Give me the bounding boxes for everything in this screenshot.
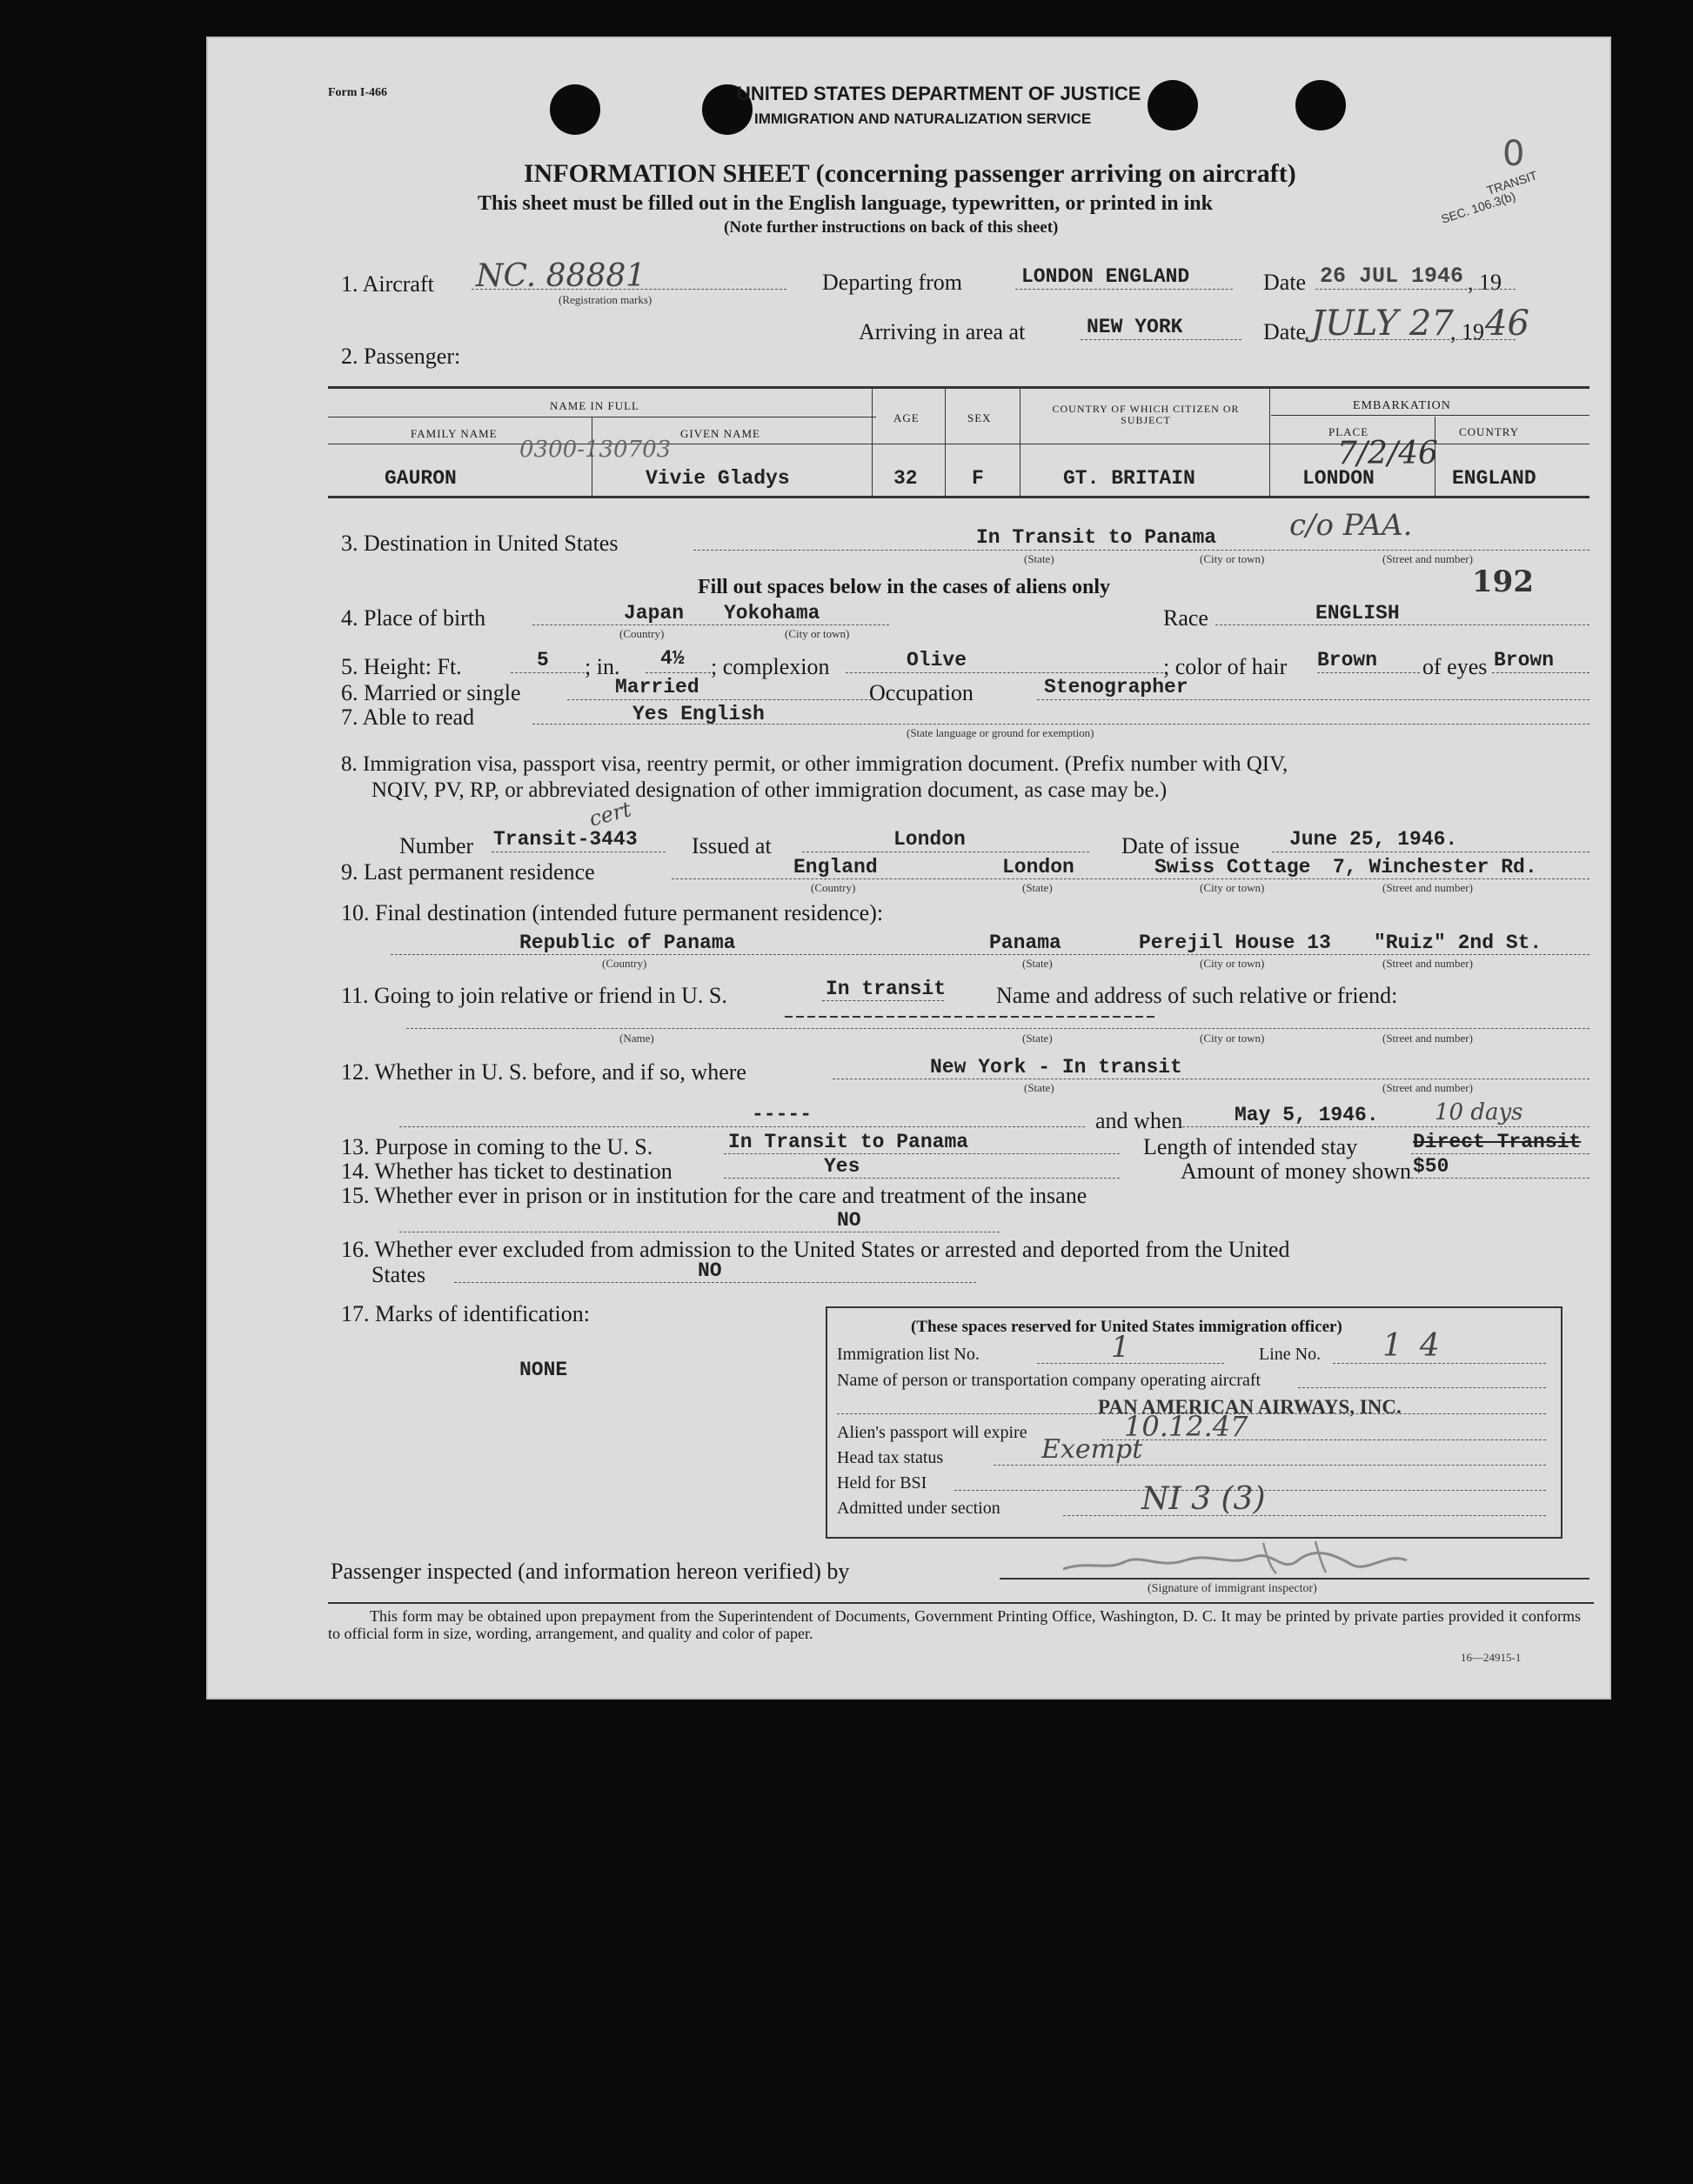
birth-city-caption: (City or town) [785,627,850,640]
destination-care-of[interactable]: c/o PAA. [1289,508,1413,543]
aircraft-registration[interactable]: NC. 88881 [476,258,646,294]
hair-value[interactable]: Brown [1317,649,1378,671]
form-number: Form I-466 [328,86,388,99]
stay-line [1411,1153,1589,1154]
agency-name: UNITED STATES DEPARTMENT OF JUSTICE [737,83,1141,104]
relative-state-caption: (State) [1022,1032,1053,1045]
header-sex: SEX [967,411,992,424]
stay-days-annotation: 10 days [1435,1099,1523,1125]
signature-caption: (Signature of immigrant inspector) [1148,1582,1317,1595]
ticket-label: 14. Whether has ticket to destination [341,1159,673,1184]
residence-line [672,878,1589,879]
immigration-list-line [1037,1363,1224,1364]
cert-annotation: cert [586,797,634,832]
destination-line [693,550,1589,551]
previous-visit-state-caption: (State) [1024,1081,1054,1094]
identification-value[interactable]: NONE [519,1359,568,1381]
purpose-label: 13. Purpose in coming to the U. S. [341,1134,653,1159]
departing-label: Departing from [822,270,963,295]
header-embarkation: EMBARKATION [1353,399,1451,412]
height-in-line [646,672,711,673]
complexion-label: ; complexion [711,654,830,679]
previous-visit-value[interactable]: New York - In transit [930,1056,1182,1079]
punch-hole [1148,80,1198,130]
final-destination-line [391,954,1589,955]
sec-stamp-text: SEC. 106.3(b) [1439,189,1517,227]
race-label: Race [1163,605,1208,631]
eyes-line [1492,672,1589,673]
residence-country[interactable]: England [793,856,878,878]
header-family-name: FAMILY NAME [411,427,498,440]
race-value[interactable]: ENGLISH [1315,602,1400,624]
residence-street-caption: (Street and number) [1382,881,1473,894]
passport-expire-value[interactable]: 10.12.47 [1124,1410,1248,1443]
passport-expire-line [1102,1439,1546,1440]
residence-state[interactable]: London [1002,856,1074,878]
previous-visit-street-caption: (Street and number) [1382,1081,1473,1094]
previous-visit-dashes: ----- [752,1103,813,1125]
table-col-rule [872,386,873,497]
aliens-note: Fill out spaces below in the cases of aliens only [698,576,1111,598]
stay-label: Length of intended stay [1143,1134,1358,1159]
arriving-label: Arriving in area at [859,319,1026,344]
header-country-citizen: COUNTRY OF WHICH CITIZEN OR SUBJECT [1052,403,1240,427]
final-destination-label: 10. Final destination (intended future permanent residence): [341,900,884,925]
given-name-value[interactable]: Vivie Gladys [646,467,790,490]
birthplace-label: 4. Place of birth [341,605,486,631]
citizenship-value[interactable]: GT. BRITAIN [1063,467,1195,490]
height-ft-line [511,672,585,673]
marital-label: 6. Married or single [341,680,521,705]
prison-label: 15. Whether ever in prison or in institution for the care and treatment of the insane [341,1183,1087,1208]
sex-value[interactable]: F [972,467,984,490]
when-value[interactable]: May 5, 1946. [1235,1104,1379,1126]
header-name-in-full: NAME IN FULL [550,399,639,412]
occupation-label: Occupation [869,680,974,705]
final-state-caption: (State) [1022,957,1053,970]
visa-text-line2: NQIV, PV, RP, or abbreviated designation of other immigration document, as case may be.) [371,778,1168,802]
occupation-line [1037,699,1589,700]
residence-street[interactable]: 7, Winchester Rd. [1333,856,1537,878]
join-relative-label: 11. Going to join relative or friend in U. S. [341,983,727,1008]
issued-at-value[interactable]: London [893,828,966,851]
issue-date-value[interactable]: June 25, 1946. [1289,828,1458,851]
reference-number: 0300-130703 [519,437,672,463]
hair-line [1317,672,1420,673]
relative-city-caption: (City or town) [1200,1032,1265,1045]
prison-value[interactable]: NO [837,1209,861,1232]
final-street[interactable]: "Ruiz" 2nd St. [1374,932,1542,954]
read-line [532,724,1589,725]
visa-number-label: Number [399,833,474,858]
header-age: AGE [893,411,920,424]
eyes-value[interactable]: Brown [1494,649,1555,671]
departure-date[interactable]: 26 JUL 1946 [1320,264,1464,289]
previous-visit-label: 12. Whether in U. S. before, and if so, where [341,1059,746,1085]
passport-expire-label: Alien's passport will expire [837,1423,1027,1442]
age-value[interactable]: 32 [893,467,918,490]
when-line [1182,1126,1589,1127]
header-given-name: GIVEN NAME [680,427,760,440]
destination-label: 3. Destination in United States [341,531,619,556]
final-country[interactable]: Republic of Panama [519,932,736,954]
read-caption: (State language or ground for exemption) [907,726,1094,739]
when-label: and when [1095,1108,1183,1133]
table-col-rule [1269,386,1270,497]
ticket-value[interactable]: Yes [824,1155,860,1178]
marital-value[interactable]: Married [615,676,699,698]
birth-country-caption: (Country) [619,627,665,640]
number-192: 192 [1472,564,1534,599]
height-inches[interactable]: 4½ [660,647,685,670]
race-line [1215,624,1589,625]
relative-line [406,1028,1589,1029]
bsi-label: Held for BSI [837,1473,927,1493]
residence-country-caption: (Country) [811,881,856,894]
date-suffix: , 19 [1468,270,1502,295]
embarkation-country-value[interactable]: ENGLAND [1452,467,1536,490]
inspector-signature [1054,1534,1420,1582]
sheet-title: INFORMATION SHEET (concerning passenger arriving on aircraft) [524,159,1296,188]
departing-line [1015,289,1233,290]
head-tax-value[interactable]: Exempt [1041,1434,1143,1465]
table-top-rule [328,386,1589,389]
line-no-label: Line No. [1259,1345,1322,1364]
line-no-value[interactable]: 14 [1382,1328,1457,1364]
operator-company[interactable]: PAN AMERICAN AIRWAYS, INC. [1098,1396,1402,1418]
ticket-line [724,1178,1120,1179]
embarkation-place-value[interactable]: LONDON [1302,467,1375,490]
aircraft-label: 1. Aircraft [341,271,434,297]
relative-address-label: Name and address of such relative or friend: [996,983,1398,1008]
final-city-caption: (City or town) [1200,957,1265,970]
header-emb-country: COUNTRY [1459,425,1520,438]
transit-stamp-text: TRANSIT [1484,168,1539,198]
arrival-year-prefix: , 19 [1450,319,1484,344]
final-state[interactable]: Panama [989,932,1061,954]
officer-box-title: (These spaces reserved for United States immigration officer) [911,1318,1342,1336]
excluded-line [454,1282,976,1283]
final-street-caption: (Street and number) [1382,957,1473,970]
registration-caption: (Registration marks) [559,293,652,306]
visa-number[interactable]: Transit-3443 [493,828,638,851]
admitted-section-value[interactable]: NI 3 (3) [1141,1481,1266,1517]
head-tax-label: Head tax status [837,1448,944,1467]
excluded-label-line2: States [371,1262,426,1287]
complexion-line [846,672,1163,673]
caption-street: (Street and number) [1382,552,1473,565]
immigration-list-value[interactable]: 1 [1111,1330,1130,1365]
birthplace-line [532,624,889,625]
operator-name-label: Name of person or transportation company operating aircraft [837,1371,1261,1390]
caption-city: (City or town) [1200,552,1265,565]
relative-street-caption: (Street and number) [1382,1032,1473,1045]
departure-date-line [1315,289,1516,290]
arrival-date[interactable]: JULY 27 [1311,304,1454,344]
signature-scribble-icon [1054,1534,1420,1582]
arrival-year[interactable]: 46 [1485,304,1529,344]
final-country-caption: (Country) [602,957,647,970]
circle-zero-mark: 0 [1502,134,1525,174]
purpose-line [724,1153,1120,1154]
table-sub-rule [1271,415,1589,416]
final-city[interactable]: Perejil House 13 [1139,932,1331,954]
read-label: 7. Able to read [341,705,475,730]
departing-value[interactable]: LONDON ENGLAND [1021,265,1190,288]
line-no-line [1333,1363,1546,1364]
arrival-date-line [1311,339,1516,340]
height-feet[interactable]: 5 [537,649,549,671]
operator-name-line [1298,1387,1546,1388]
arriving-line [1081,339,1241,340]
residence-label: 9. Last permanent residence [341,859,595,885]
residence-city[interactable]: Swiss Cottage [1154,856,1311,878]
complexion-value[interactable]: Olive [907,649,967,671]
residence-state-caption: (State) [1022,881,1053,894]
footer-text: This form may be obtained upon prepayment from the Superintendent of Documents, Government Printing Office, Washington, D. C. It may be printed by private parties provided it conforms to official form in size, wording, arrangement, and quality and color of paper. [328,1607,1581,1643]
form-sheet [206,37,1611,1700]
signature-line [1000,1578,1589,1580]
arriving-value[interactable]: NEW YORK [1087,316,1183,338]
sheet-subtitle: This sheet must be filled out in the English language, typewritten, or printed in ink [478,192,1213,215]
join-relative-value[interactable]: In transit [826,978,947,1000]
issue-date-label: Date of issue [1121,833,1240,858]
visa-text-line1: 8. Immigration visa, passport visa, reentry permit, or other immigration document. (Prefix number with QIV, [341,752,1288,776]
destination-value[interactable]: In Transit to Panama [976,526,1217,549]
previous-visit-line2 [399,1126,1085,1127]
admitted-section-label: Admitted under section [837,1499,1000,1518]
transit-stamp [1435,169,1543,226]
purpose-value[interactable]: In Transit to Panama [728,1131,969,1153]
family-name-value[interactable]: GAURON [385,467,457,490]
sheet-note: (Note further instructions on back of this sheet) [724,218,1059,237]
passenger-label: 2. Passenger: [341,344,461,369]
caption-state: (State) [1024,552,1054,565]
footer-rule [328,1602,1594,1604]
header-place: PLACE [1328,425,1369,438]
birth-city[interactable]: Yokohama [724,602,820,624]
embarkation-date: 7/2/46 [1337,436,1438,471]
issued-at-label: Issued at [692,833,772,858]
footer-code: 16—24915-1 [1461,1651,1522,1664]
marital-line [567,699,880,700]
admitted-section-line [1063,1515,1546,1516]
service-name: IMMIGRATION AND NATURALIZATION SERVICE [754,110,1092,127]
height-in-label: ; in. [585,654,620,679]
relative-name-caption: (Name) [619,1032,654,1045]
excluded-value[interactable]: NO [698,1259,722,1282]
residence-city-caption: (City or town) [1200,881,1265,894]
table-col-rule [945,386,946,497]
eyes-label: of eyes [1422,654,1488,679]
date-label: Date [1263,270,1307,295]
table-bottom-rule [328,496,1589,498]
punch-hole [550,84,600,135]
money-label: Amount of money shown [1181,1159,1412,1184]
excluded-label-line1: 16. Whether ever excluded from admission to the United States or arrested and deported from the United [341,1237,1290,1262]
money-line [1411,1178,1589,1179]
immigration-list-label: Immigration list No. [837,1345,980,1364]
head-tax-line [994,1465,1546,1466]
birth-country[interactable]: Japan [624,602,685,624]
relative-name-scribble [785,1016,1154,1018]
money-value[interactable]: $50 [1413,1155,1449,1178]
identification-label: 17. Marks of identification: [341,1301,590,1326]
occupation-value[interactable]: Stenographer [1044,676,1188,698]
aircraft-line [472,289,786,290]
punch-hole [1295,80,1346,130]
join-relative-short-line [822,1000,944,1001]
read-value[interactable]: Yes English [632,703,765,725]
inspected-label: Passenger inspected (and information hereon verified) by [331,1559,850,1584]
arrival-date-label: Date [1263,319,1307,344]
hair-label: ; color of hair [1163,654,1288,679]
stay-value[interactable]: Direct Transit [1413,1131,1582,1153]
height-ft-label: 5. Height: Ft. [341,654,462,679]
